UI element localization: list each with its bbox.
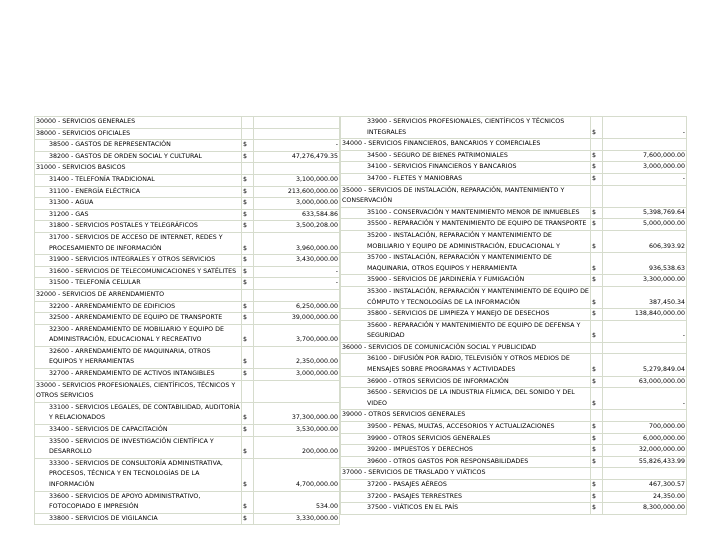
budget-line-description: 36900 - OTROS SERVICIOS DE INFORMACIÓN	[341, 376, 591, 388]
budget-amount	[603, 342, 687, 354]
currency-symbol	[242, 128, 254, 140]
budget-line-description: 35000 - SERVICIOS DE INSTALACIÓN, REPARACIÓN, MANTENIMIENTO Y CONSERVACIÓN	[341, 185, 591, 207]
budget-amount: 138,840,000.00	[603, 309, 687, 321]
budget-amount	[603, 468, 687, 480]
table-row	[341, 491, 687, 503]
currency-symbol: $	[242, 436, 254, 458]
currency-symbol: $	[591, 445, 603, 457]
currency-symbol: $	[591, 491, 603, 503]
currency-symbol: $	[242, 425, 254, 437]
table-row	[341, 162, 687, 174]
budget-line-description: 31500 - TELEFONÍA CELULAR	[35, 278, 242, 290]
table-row	[35, 380, 340, 402]
table-row	[35, 151, 340, 163]
table-row	[341, 219, 687, 231]
table-row	[35, 346, 340, 368]
table-row	[341, 376, 687, 388]
right-budget-table	[340, 116, 687, 515]
currency-symbol: $	[242, 301, 254, 313]
currency-symbol: $	[242, 313, 254, 325]
budget-line-description: 31100 - ENERGÍA ELÉCTRICA	[35, 186, 242, 198]
table-row	[341, 422, 687, 434]
table-row	[35, 232, 340, 254]
currency-symbol: $	[591, 173, 603, 185]
currency-symbol: $	[591, 230, 603, 252]
budget-amount: -	[603, 388, 687, 410]
currency-symbol: $	[242, 186, 254, 198]
budget-line-description: 35500 - REPARACIÓN Y MANTENIMIENTO DE EQUIPO DE TRANSPORTE	[341, 219, 591, 231]
currency-symbol	[242, 289, 254, 301]
table-row	[341, 320, 687, 342]
budget-line-description: 32000 - SERVICIOS DE ARRENDAMIENTO	[35, 289, 242, 301]
table-row	[35, 198, 340, 210]
budget-amount: 3,100,000.00	[254, 174, 340, 186]
budget-amount: 5,000,000.00	[603, 219, 687, 231]
right-table-body	[341, 117, 687, 515]
budget-amount: 633,584.86	[254, 209, 340, 221]
table-row	[35, 117, 340, 129]
table-row	[35, 491, 340, 513]
table-row	[35, 324, 340, 346]
budget-amount: 3,700,000.00	[254, 324, 340, 346]
budget-line-description: 39000 - OTROS SERVICIOS GENERALES	[341, 410, 591, 422]
table-row	[35, 163, 340, 175]
budget-amount: 3,000,000.00	[603, 162, 687, 174]
currency-symbol: $	[242, 458, 254, 491]
budget-line-description: 34100 - SERVICIOS FINANCIEROS Y BANCARIOS	[341, 162, 591, 174]
budget-amount: 3,500,208.00	[254, 221, 340, 233]
table-row	[341, 117, 687, 139]
budget-amount	[254, 380, 340, 402]
table-row	[35, 402, 340, 424]
currency-symbol: $	[591, 275, 603, 287]
budget-amount: 3,000,000.00	[254, 369, 340, 381]
budget-amount: 606,393.92	[603, 230, 687, 252]
budget-amount: -	[603, 320, 687, 342]
budget-amount	[603, 139, 687, 151]
budget-line-description: 33600 - SERVICIOS DE APOYO ADMINISTRATIVO, FOTOCOPIADO E IMPRESIÓN	[35, 491, 242, 513]
budget-line-description: 31400 - TELEFONÍA TRADICIONAL	[35, 174, 242, 186]
budget-line-description: 33800 - SERVICIOS DE VIGILANCIA	[35, 513, 242, 525]
budget-amount	[254, 128, 340, 140]
table-row	[341, 150, 687, 162]
budget-amount	[603, 410, 687, 422]
budget-line-description: 35300 - INSTALACIÓN, REPARACIÓN Y MANTENIMIENTO DE EQUIPO DE CÓMPUTO Y TECNOLOGÍAS DE LA INFORMACIÓN	[341, 286, 591, 308]
currency-symbol: $	[591, 162, 603, 174]
budget-line-description: 34700 - FLETES Y MANIOBRAS	[341, 173, 591, 185]
budget-line-description: 35100 - CONSERVACIÓN Y MANTENIMIENTO MENOR DE INMUEBLES	[341, 207, 591, 219]
table-row	[35, 128, 340, 140]
budget-line-description: 35700 - INSTALACIÓN, REPARACIÓN Y MANTENIMIENTO DE MAQUINARIA, OTROS EQUIPOS Y HERRAMIENTA	[341, 253, 591, 275]
budget-line-description: 32200 - ARRENDAMIENTO DE EDIFICIOS	[35, 301, 242, 313]
table-row	[341, 139, 687, 151]
table-row	[341, 253, 687, 275]
budget-amount: 467,300.57	[603, 480, 687, 492]
budget-line-description: 31800 - SERVICIOS POSTALES Y TELEGRÁFICOS	[35, 221, 242, 233]
table-row	[341, 185, 687, 207]
table-row	[341, 468, 687, 480]
currency-symbol: $	[242, 221, 254, 233]
currency-symbol: $	[242, 255, 254, 267]
budget-line-description: 35900 - SERVICIOS DE JARDINERÍA Y FUMIGACIÓN	[341, 275, 591, 287]
budget-amount: 8,300,000.00	[603, 503, 687, 515]
budget-line-description: 39200 - IMPUESTOS Y DERECHOS	[341, 445, 591, 457]
budget-amount	[254, 289, 340, 301]
table-row	[35, 313, 340, 325]
currency-symbol: $	[591, 503, 603, 515]
currency-symbol	[591, 410, 603, 422]
table-row	[341, 173, 687, 185]
table-row	[35, 140, 340, 152]
budget-amount: -	[254, 266, 340, 278]
budget-line-description: 33100 - SERVICIOS LEGALES, DE CONTABILIDAD, AUDITORÍA Y RELACIONADOS	[35, 402, 242, 424]
currency-symbol	[591, 185, 603, 207]
budget-amount: 3,530,000.00	[254, 425, 340, 437]
budget-amount: 5,279,849.04	[603, 354, 687, 376]
budget-amount: 7,600,000.00	[603, 150, 687, 162]
currency-symbol: $	[591, 207, 603, 219]
budget-amount: 24,350.00	[603, 491, 687, 503]
budget-amount: 387,450.34	[603, 286, 687, 308]
budget-line-description: 32600 - ARRENDAMIENTO DE MAQUINARIA, OTROS EQUIPOS Y HERRAMIENTAS	[35, 346, 242, 368]
table-row	[35, 186, 340, 198]
left-budget-table-container	[34, 116, 339, 525]
budget-amount: 3,430,000.00	[254, 255, 340, 267]
currency-symbol: $	[242, 402, 254, 424]
budget-line-description: 38200 - GASTOS DE ORDEN SOCIAL Y CULTURAL	[35, 151, 242, 163]
table-row	[35, 425, 340, 437]
budget-line-description: 36500 - SERVICIOS DE LA INDUSTRIA FÍLMICA, DEL SONIDO Y DEL VIDEO	[341, 388, 591, 410]
currency-symbol: $	[242, 198, 254, 210]
table-row	[341, 433, 687, 445]
budget-amount: 936,538.63	[603, 253, 687, 275]
budget-line-description: 31600 - SERVICIOS DE TELECOMUNICACIONES Y SATÉLITES	[35, 266, 242, 278]
currency-symbol: $	[242, 174, 254, 186]
currency-symbol: $	[242, 278, 254, 290]
table-row	[35, 209, 340, 221]
table-row	[341, 309, 687, 321]
budget-amount: 3,300,000.00	[603, 275, 687, 287]
table-row	[341, 456, 687, 468]
table-row	[341, 230, 687, 252]
currency-symbol: $	[591, 376, 603, 388]
budget-amount	[254, 163, 340, 175]
budget-amount: 2,350,000.00	[254, 346, 340, 368]
budget-amount: 63,000,000.00	[603, 376, 687, 388]
currency-symbol: $	[591, 253, 603, 275]
budget-line-description: 32700 - ARRENDAMIENTO DE ACTIVOS INTANGIBLES	[35, 369, 242, 381]
currency-symbol: $	[591, 219, 603, 231]
table-row	[35, 266, 340, 278]
budget-line-description: 39900 - OTROS SERVICIOS GENERALES	[341, 433, 591, 445]
budget-line-description: 37000 - SERVICIOS DE TRASLADO Y VIÁTICOS	[341, 468, 591, 480]
left-table-body	[35, 117, 340, 525]
budget-amount: 32,000,000.00	[603, 445, 687, 457]
table-row	[35, 289, 340, 301]
budget-amount: -	[254, 140, 340, 152]
budget-line-description: 30000 - SERVICIOS GENERALES	[35, 117, 242, 129]
budget-line-description: 35800 - SERVICIOS DE LIMPIEZA Y MANEJO DE DESECHOS	[341, 309, 591, 321]
currency-symbol	[242, 163, 254, 175]
budget-line-description: 36000 - SERVICIOS DE COMUNICACIÓN SOCIAL Y PUBLICIDAD	[341, 342, 591, 354]
budget-amount: 37,300,000.00	[254, 402, 340, 424]
currency-symbol: $	[591, 309, 603, 321]
budget-amount: 55,826,433.99	[603, 456, 687, 468]
budget-amount: 5,398,769.64	[603, 207, 687, 219]
left-budget-table	[34, 116, 340, 525]
currency-symbol	[591, 342, 603, 354]
currency-symbol: $	[242, 232, 254, 254]
table-row	[341, 410, 687, 422]
currency-symbol: $	[591, 422, 603, 434]
budget-line-description: 39600 - OTROS GASTOS POR RESPONSABILIDADES	[341, 456, 591, 468]
budget-line-description: 34500 - SEGURO DE BIENES PATRIMONIALES	[341, 150, 591, 162]
table-row	[341, 207, 687, 219]
table-row	[341, 445, 687, 457]
currency-symbol: $	[591, 354, 603, 376]
budget-amount: -	[603, 173, 687, 185]
budget-amount: -	[254, 278, 340, 290]
budget-line-description: 36100 - DIFUSIÓN POR RADIO, TELEVISIÓN Y OTROS MEDIOS DE MENSAJES SOBRE PROGRAMAS Y ACTIVIDADES	[341, 354, 591, 376]
currency-symbol: $	[591, 117, 603, 139]
budget-line-description: 37200 - PASAJES AÉREOS	[341, 480, 591, 492]
budget-line-description: 31000 - SERVICIOS BASICOS	[35, 163, 242, 175]
right-budget-table-container	[340, 116, 686, 515]
table-row	[35, 221, 340, 233]
budget-line-description: 37500 - VIÁTICOS EN EL PAÍS	[341, 503, 591, 515]
currency-symbol: $	[591, 480, 603, 492]
currency-symbol	[242, 117, 254, 129]
budget-amount	[254, 117, 340, 129]
budget-line-description: 31900 - SERVICIOS INTEGRALES Y OTROS SERVICIOS	[35, 255, 242, 267]
table-row	[35, 278, 340, 290]
table-row	[35, 436, 340, 458]
budget-amount: 3,000,000.00	[254, 198, 340, 210]
currency-symbol	[591, 468, 603, 480]
table-row	[341, 275, 687, 287]
currency-symbol: $	[242, 324, 254, 346]
budget-line-description: 35600 - REPARACIÓN Y MANTENIMIENTO DE EQUIPO DE DEFENSA Y SEGURIDAD	[341, 320, 591, 342]
table-row	[341, 388, 687, 410]
currency-symbol: $	[591, 320, 603, 342]
budget-line-description: 31700 - SERVICIOS DE ACCESO DE INTERNET, REDES Y PROCESAMIENTO DE INFORMACIÓN	[35, 232, 242, 254]
budget-line-description: 33900 - SERVICIOS PROFESIONALES, CIENTÍFICOS Y TÉCNICOS INTEGRALES	[341, 117, 591, 139]
budget-line-description: 33400 - SERVICIOS DE CAPACITACIÓN	[35, 425, 242, 437]
currency-symbol: $	[242, 491, 254, 513]
currency-symbol: $	[242, 140, 254, 152]
currency-symbol: $	[242, 346, 254, 368]
budget-line-description: 37200 - PASAJES TERRESTRES	[341, 491, 591, 503]
budget-amount: -	[603, 117, 687, 139]
table-row	[35, 174, 340, 186]
budget-amount: 213,600,000.00	[254, 186, 340, 198]
budget-amount: 3,960,000.00	[254, 232, 340, 254]
budget-line-description: 31200 - GAS	[35, 209, 242, 221]
currency-symbol: $	[242, 513, 254, 525]
budget-line-description: 33500 - SERVICIOS DE INVESTIGACIÓN CIENTÍFICA Y DESARROLLO	[35, 436, 242, 458]
budget-line-description: 39500 - PENAS, MULTAS, ACCESORIOS Y ACTUALIZACIONES	[341, 422, 591, 434]
budget-amount: 200,000.00	[254, 436, 340, 458]
budget-amount: 3,330,000.00	[254, 513, 340, 525]
budget-amount: 4,700,000.00	[254, 458, 340, 491]
currency-symbol: $	[591, 433, 603, 445]
budget-amount: 6,250,000.00	[254, 301, 340, 313]
budget-amount: 6,000,000.00	[603, 433, 687, 445]
budget-line-description: 33300 - SERVICIOS DE CONSULTORÍA ADMINISTRATIVA, PROCESOS, TÉCNICA Y EN TECNOLOGÍAS DE LA INFORMACIÓN	[35, 458, 242, 491]
budget-amount: 39,000,000.00	[254, 313, 340, 325]
budget-line-description: 34000 - SERVICIOS FINANCIEROS, BANCARIOS Y COMERCIALES	[341, 139, 591, 151]
currency-symbol: $	[591, 150, 603, 162]
budget-line-description: 32300 - ARRENDAMIENTO DE MOBILIARIO Y EQUIPO DE ADMINISTRACIÓN, EDUCACIONAL Y RECREATIVO	[35, 324, 242, 346]
currency-symbol: $	[242, 266, 254, 278]
currency-symbol	[591, 139, 603, 151]
budget-line-description: 35200 - INSTALACIÓN, REPARACIÓN Y MANTENIMIENTO DE MOBILIARIO Y EQUIPO DE ADMINISTRACIÓN, EDUCACIONAL Y	[341, 230, 591, 252]
budget-line-description: 33000 - SERVICIOS PROFESIONALES, CIENTÍFICOS, TÉCNICOS Y OTROS SERVICIOS	[35, 380, 242, 402]
budget-line-description: 38000 - SERVICIOS OFICIALES	[35, 128, 242, 140]
table-row	[341, 342, 687, 354]
table-row	[35, 255, 340, 267]
table-row	[35, 513, 340, 525]
table-row	[35, 458, 340, 491]
currency-symbol: $	[591, 388, 603, 410]
table-row	[341, 480, 687, 492]
budget-amount: 700,000.00	[603, 422, 687, 434]
budget-amount: 534.00	[254, 491, 340, 513]
table-row	[35, 369, 340, 381]
currency-symbol: $	[242, 151, 254, 163]
currency-symbol: $	[242, 369, 254, 381]
table-row	[341, 503, 687, 515]
table-row	[341, 354, 687, 376]
budget-line-description: 38500 - GASTOS DE REPRESENTACIÓN	[35, 140, 242, 152]
currency-symbol	[242, 380, 254, 402]
table-row	[341, 286, 687, 308]
table-row	[35, 301, 340, 313]
currency-symbol: $	[242, 209, 254, 221]
budget-amount: 47,276,479.35	[254, 151, 340, 163]
currency-symbol: $	[591, 286, 603, 308]
budget-line-description: 32500 - ARRENDAMIENTO DE EQUIPO DE TRANSPORTE	[35, 313, 242, 325]
budget-amount	[603, 185, 687, 207]
budget-line-description: 31300 - AGUA	[35, 198, 242, 210]
currency-symbol: $	[591, 456, 603, 468]
